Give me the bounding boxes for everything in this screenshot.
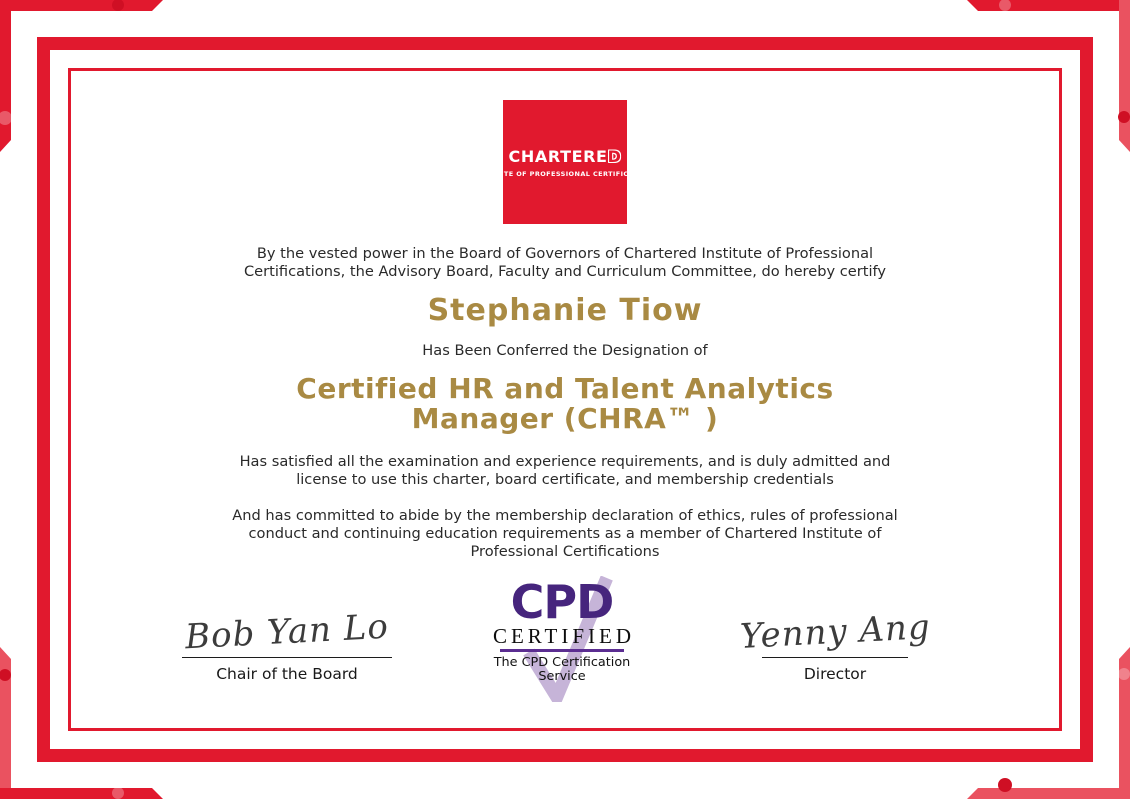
signature-left-line	[182, 657, 392, 658]
brand-logo	[472, 100, 658, 224]
conferred-text: Has Been Conferred the Designation of	[422, 342, 708, 359]
requirements-line-2: license to use this charter, board certificate, and membership credentials	[296, 471, 834, 488]
signature-left-script	[137, 576, 437, 658]
cpd-service-line-2: Service	[538, 668, 586, 684]
commitment-text	[71, 507, 1059, 561]
signature-left	[137, 576, 437, 683]
intro-text	[71, 245, 1059, 281]
signature-right-line	[762, 657, 908, 658]
cpd-badge-inner	[482, 575, 642, 684]
signature-right	[715, 576, 955, 683]
cpd-acronym: CPD	[510, 575, 614, 629]
cpd-certified-label: CERTIFIED	[492, 624, 636, 648]
commitment-line-3: Professional Certifications	[470, 543, 660, 560]
signature-right-script	[715, 576, 955, 657]
brand-name-e: E	[596, 146, 608, 166]
certificate-content	[71, 71, 1059, 728]
signature-left-role: Chair of the Board	[216, 665, 358, 683]
commitment-line-1: And has committed to abide by the membership declaration of ethics, rules of professional	[232, 507, 898, 524]
designation-title	[71, 374, 1059, 434]
commitment-line-2: conduct and continuing education requirements as a member of Chartered Institute of	[248, 525, 882, 542]
brand-tagline: INSTITUTE OF PROFESSIONAL CERTIFICATIONS	[472, 169, 658, 178]
cpd-divider-rule	[500, 649, 624, 652]
recipient-name: Stephanie Tiow	[427, 293, 703, 328]
cpd-service-text	[482, 656, 642, 683]
brand-name	[509, 147, 622, 166]
requirements-text	[71, 453, 1059, 489]
brand-name-main: CHARTER	[508, 146, 597, 166]
cpd-badge	[452, 576, 672, 683]
requirements-line-1: Has satisfied all the examination and experience requirements, and is duly admitted and	[239, 453, 891, 470]
brand-name-d-outline: D	[607, 146, 622, 166]
cpd-service-line-1: The CPD Certification	[493, 655, 631, 670]
signature-right-name: Yenny Ang	[738, 607, 932, 657]
designation-line-1: Certified HR and Talent Analytics	[296, 372, 834, 405]
intro-line-2: Certifications, the Advisory Board, Faculty and Curriculum Committee, do hereby certify	[243, 263, 887, 280]
signature-left-name: Bob Yan Lo	[184, 606, 390, 658]
intro-line-1: By the vested power in the Board of Governors of Chartered Institute of Professional	[256, 245, 874, 262]
designation-line-2: Manager (CHRA™ )	[411, 402, 719, 435]
signature-right-role: Director	[803, 665, 867, 683]
signature-row	[71, 576, 1059, 706]
